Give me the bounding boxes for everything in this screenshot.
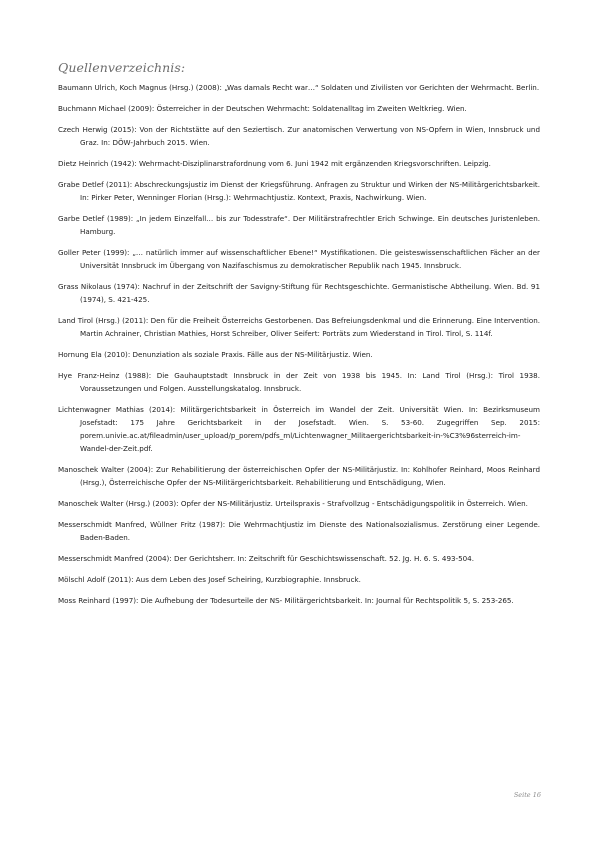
bibliography-entry: Baumann Ulrich, Koch Magnus (Hrsg.) (2008): „Was damals Recht war…“ Soldaten und Zivilisten vor Gerichten der Wehrmacht. Berlin. [58, 83, 540, 92]
bibliography-entry: Grass Nikolaus (1974): Nachruf in der Zeitschrift der Savigny-Stiftung für Rechtsgeschichte. Germanistische Abtheilung. Wien. Bd. 91 (1974), S. 421-425. [58, 282, 540, 305]
bibliography-entry: Lichtenwagner Mathias (2014): Militärgerichtsbarkeit in Österreich im Wandel der Zeit. Universität Wien. In: Bezirksmuseum Josefstadt: 175 Jahre Gerichtsbarkeit in der Josefstadt. Wien. S. 53-60. Zugegriffen Sep. 2015: porem.univie.ac.at/fileadmin/user_upload/p_porem/pdfs_ml/Lichtenwagner_Militaergerichtsbarkeit-in-%C3%96sterreich-im-Wandel-der-Zeit.pdf. [58, 405, 540, 454]
bibliography-entry: Manoschek Walter (2004): Zur Rehabilitierung der österreichischen Opfer der NS-Militärjustiz. In: Kohlhofer Reinhard, Moos Reinhard (Hrsg.), Österreichische Opfer der NS-Militärgerichtsbarkeit. Rehabilitierung und Entschädigung, Wien. [58, 465, 540, 488]
bibliography-entry: Messerschmidt Manfred, Wüllner Fritz (1987): Die Wehrmachtjustiz im Dienste des Nationalsozialismus. Zerstörung einer Legende. Baden-Baden. [58, 520, 540, 543]
bibliography-entry: Land Tirol (Hrsg.) (2011): Den für die Freiheit Österreichs Gestorbenen. Das Befreiungsdenkmal und die Erinnerung. Eine Intervention. Martin Achrainer, Christian Mathies, Horst Schreiber, Oliver Seifert: Porträts zum Wiederstand in Tirol. Tirol, S. 114f. [58, 316, 540, 339]
bibliography-entry: Goller Peter (1999): „… natürlich immer auf wissenschaftlicher Ebene!“ Mystifikationen. Die geisteswissenschaftlichen Fächer an der Universität Innsbruck im Übergang von Nazifaschismus zu demokratischer Republik nach 1945. Innsbruck. [58, 248, 540, 271]
bibliography-entry: Dietz Heinrich (1942): Wehrmacht-Disziplinarstrafordnung vom 6. Juni 1942 mit ergänzenden Kriegsvorschriften. Leipzig. [58, 159, 491, 169]
bibliography-entry: Hye Franz-Heinz (1988): Die Gauhauptstadt Innsbruck in der Zeit von 1938 bis 1945. In: Land Tirol (Hrsg.): Tirol 1938. Voraussetzungen und Folgen. Ausstellungskatalog. Innsbruck. [58, 371, 540, 394]
page-number: Seite 16 [513, 791, 541, 799]
bibliography-list [58, 82, 540, 617]
bibliography-entry: Moss Reinhard (1997): Die Aufhebung der Todesurteile der NS- Militärgerichtsbarkeit. In: Journal für Rechtspolitik 5, S. 253-265. [58, 596, 514, 606]
bibliography-entry: Grabe Detlef (2011): Abschreckungsjustiz im Dienst der Kriegsführung. Anfragen zu Struktur und Wirken der NS-Militärgerichtsbarkeit. In: Pirker Peter, Wenninger Florian (Hrsg.): Wehrmachtjustiz. Kontext, Praxis, Nachwirkung. Wien. [58, 180, 540, 203]
bibliography-entry: Garbe Detlef (1989): „In jedem Einzelfall… bis zur Todesstrafe“. Der Militärstrafrechtler Erich Schwinge. Ein deutsches Juristenleben. Hamburg. [58, 214, 540, 237]
bibliography-entry: Mölschl Adolf (2011): Aus dem Leben des Josef Scheiring, Kurzbiographie. Innsbruck. [58, 575, 361, 585]
bibliography-entry: Hornung Ela (2010): Denunziation als soziale Praxis. Fälle aus der NS-Militärjustiz. Wien. [58, 350, 373, 360]
bibliography-entry: Messerschmidt Manfred (2004): Der Gerichtsherr. In: Zeitschrift für Geschichtswissenschaft. 52. Jg. H. 6. S. 493-504. [58, 554, 474, 564]
bibliography-entry: Czech Herwig (2015): Von der Richtstätte auf den Seziertisch. Zur anatomischen Verwertung von NS-Opfern in Wien, Innsbruck und Graz. In: DÖW-Jahrbuch 2015. Wien. [58, 125, 540, 148]
bibliography-entry: Buchmann Michael (2009): Österreicher in der Deutschen Wehrmacht: Soldatenalltag im Zweiten Weltkrieg. Wien. [58, 104, 467, 114]
bibliography-entry: Manoschek Walter (Hrsg.) (2003): Opfer der NS-Militärjustiz. Urteilspraxis - Strafvollzug - Entschädigungspolitik in Österreich. Wien. [58, 499, 528, 509]
section-heading: Quellenverzeichnis: [58, 60, 186, 75]
